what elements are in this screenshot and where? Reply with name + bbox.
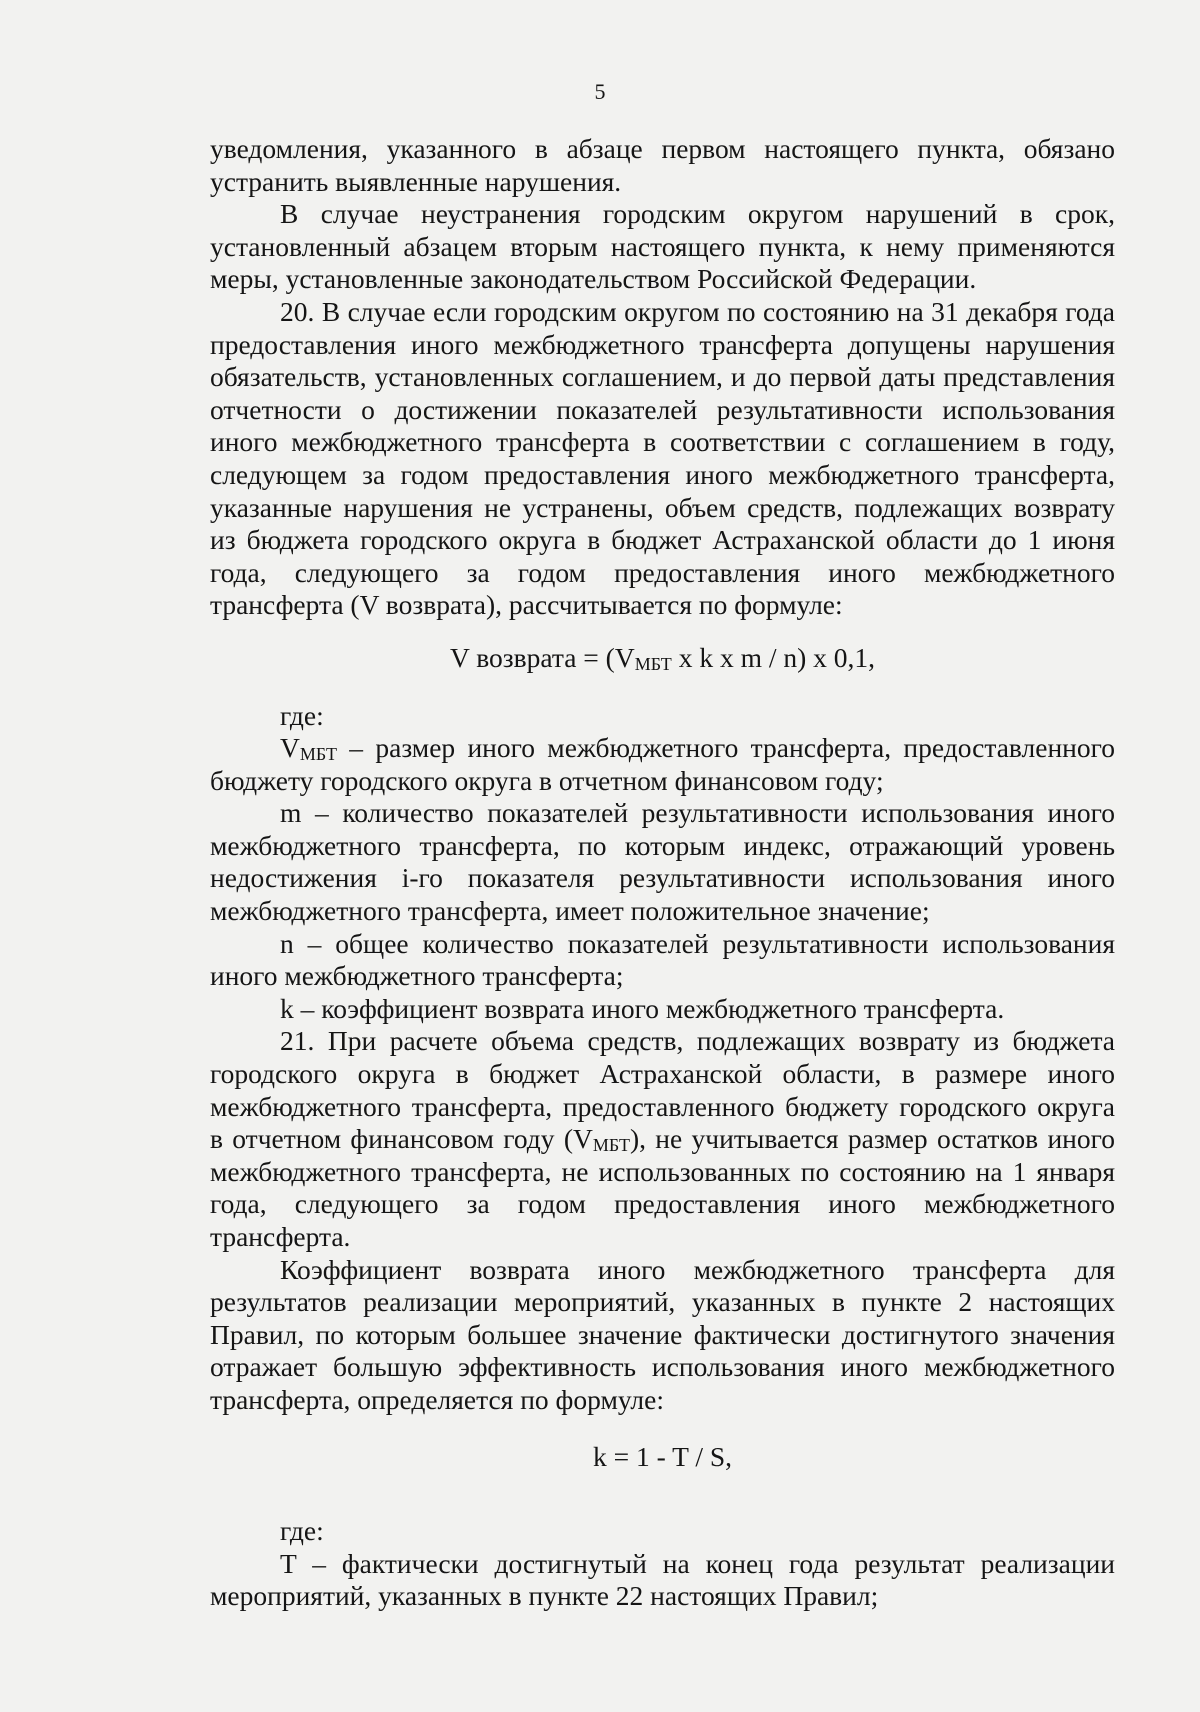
- paragraph-nonremediation: В случае неустранения городским округом нарушений в срок, установленный абзацем вторым настоящего пункта, к нему применяются меры, установленные законодательством Российской Федерации.: [210, 198, 1115, 295]
- definition-v-mbt: [210, 732, 1115, 797]
- document-body: [210, 133, 1115, 1613]
- def-v-text: – размер иного межбюджетного трансферта, предоставленного бюджету городского округа в отчетном финансовом году;: [210, 732, 1115, 796]
- definition-t: T – фактически достигнутый на конец года результат реализации мероприятий, указанных в пункте 22 настоящих Правил;: [210, 1547, 1115, 1612]
- def-v-symbol: V: [280, 732, 300, 764]
- definition-k: k – коэффициент возврата иного межбюджетного трансферта.: [280, 992, 1005, 1024]
- p21-before: 21. При расчете объема средств, подлежащих возврату из бюджета городского округа в бюджет Астраханской области, в размере иного межбюджетного трансферта, предоставленного бюджету городского округа в отчетном финансовом году (V: [210, 1025, 1115, 1155]
- paragraph-continuation: уведомления, указанного в абзаце первом настоящего пункта, обязано устранить выявленные нарушения.: [210, 133, 1115, 197]
- paragraph-coefficient: Коэффициент возврата иного межбюджетного трансферта для результатов реализации мероприятий, указанных в пункте 2 настоящих Правил, по которым большее значение фактически достигнутого значения отражает большую эффективность использования иного межбюджетного трансферта, определяется по формуле:: [210, 1253, 1115, 1415]
- def-v-sub: МБТ: [299, 744, 337, 765]
- p21-after: ), не учитывается размер остатков иного межбюджетного трансферта, не использованных по состоянию на 1 января года, следующего за годом предоставления иного межбюджетного трансферта.: [210, 1123, 1115, 1252]
- definition-n: n – общее количество показателей результативности использования иного межбюджетного трансферта;: [210, 927, 1115, 992]
- paragraph-21: [210, 1025, 1115, 1253]
- paragraph-20: 20. В случае если городским округом по состоянию на 31 декабря года предоставления иного межбюджетного трансферта допущены нарушения обязательств, установленных соглашением, и до первой даты представления отчетности о достижении показателей результативности использования иного межбюджетного трансферта в соответствии с соглашением в году, следующем за годом предоставления иного межбюджетного трансферта, указанные нарушения не устранены, объем средств, подлежащих возврату из бюджета городского округа в бюджет Астраханской области до 1 июня года, следующего за годом предоставления иного межбюджетного трансферта (V возврата), рассчитывается по формуле:: [210, 295, 1115, 621]
- formula-k: k = 1 - T / S,: [592, 1440, 733, 1472]
- definition-m: m – количество показателей результативности использования иного межбюджетного трансферта, по которым индекс, отражающий уровень недостижения i-го показателя результативности использования иного межбюджетного трансферта, имеет положительное значение;: [210, 797, 1115, 927]
- formula-v-left: V возврата = (V: [449, 641, 635, 673]
- formula-v-return: [210, 642, 1115, 675]
- page-number: 5: [594, 79, 606, 104]
- where-label-2: где:: [280, 1515, 324, 1547]
- formula-v-sub: МБТ: [634, 653, 672, 674]
- formula-v-right: x k x m / n) x 0,1,: [671, 641, 876, 673]
- p21-sub: МБТ: [592, 1135, 630, 1156]
- where-label-1: где:: [280, 699, 324, 731]
